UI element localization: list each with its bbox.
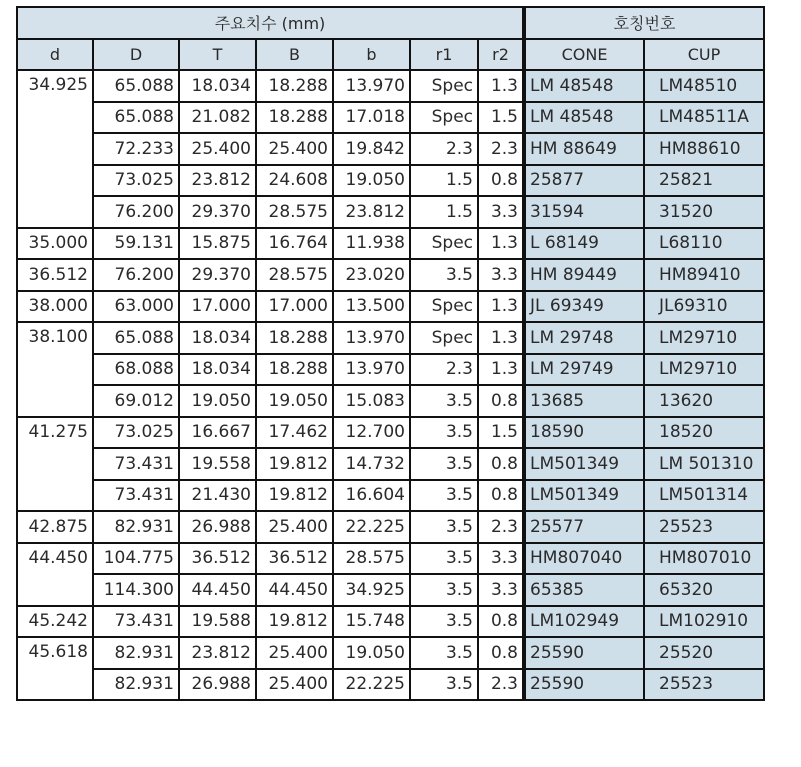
cell-b: 16.604 bbox=[333, 480, 410, 512]
cell-r2: 0.8 bbox=[478, 448, 524, 480]
cell-cone: LM501349 bbox=[524, 448, 644, 480]
cell-cone: 25590 bbox=[524, 637, 644, 669]
cell-r2: 1.3 bbox=[478, 291, 524, 323]
cell-T: 29.370 bbox=[179, 259, 256, 291]
col-header-T: T bbox=[179, 39, 256, 71]
cell-r1: Spec bbox=[410, 291, 478, 323]
cell-B: 24.608 bbox=[256, 165, 333, 197]
col-header-cup: CUP bbox=[644, 39, 764, 71]
cell-cone: JL 69349 bbox=[524, 291, 644, 323]
cell-cone: 65385 bbox=[524, 574, 644, 606]
table-row bbox=[17, 385, 764, 417]
cell-r1: 3.5 bbox=[410, 448, 478, 480]
table-row bbox=[17, 543, 764, 575]
cell-r2: 0.8 bbox=[478, 165, 524, 197]
group-header-row bbox=[17, 7, 764, 39]
cell-d: 44.450 bbox=[17, 543, 93, 606]
cell-cone: LM102949 bbox=[524, 606, 644, 638]
cell-T: 18.034 bbox=[179, 354, 256, 386]
cell-r1: 1.5 bbox=[410, 165, 478, 197]
table-row bbox=[17, 196, 764, 228]
cell-T: 23.812 bbox=[179, 637, 256, 669]
cell-cone: 31594 bbox=[524, 196, 644, 228]
table-row bbox=[17, 322, 764, 354]
cell-cone: 25877 bbox=[524, 165, 644, 197]
col-header-D: D bbox=[93, 39, 179, 71]
cell-r2: 3.3 bbox=[478, 543, 524, 575]
table-row bbox=[17, 259, 764, 291]
cell-b: 22.225 bbox=[333, 511, 410, 543]
cell-d: 38.000 bbox=[17, 291, 93, 323]
cell-d: 45.242 bbox=[17, 606, 93, 638]
cell-B: 16.764 bbox=[256, 228, 333, 260]
cell-b: 15.083 bbox=[333, 385, 410, 417]
cell-cone: L 68149 bbox=[524, 228, 644, 260]
col-header-B: B bbox=[256, 39, 333, 71]
cell-T: 21.082 bbox=[179, 102, 256, 134]
table-row bbox=[17, 669, 764, 701]
cell-b: 22.225 bbox=[333, 669, 410, 701]
cell-T: 19.558 bbox=[179, 448, 256, 480]
cell-r2: 0.8 bbox=[478, 637, 524, 669]
cell-b: 13.970 bbox=[333, 322, 410, 354]
cell-r1: 3.5 bbox=[410, 669, 478, 701]
cell-b: 17.018 bbox=[333, 102, 410, 134]
cell-r1: 3.5 bbox=[410, 543, 478, 575]
cell-D: 59.131 bbox=[93, 228, 179, 260]
cell-B: 25.400 bbox=[256, 669, 333, 701]
cell-T: 21.430 bbox=[179, 480, 256, 512]
cell-b: 13.500 bbox=[333, 291, 410, 323]
table-row bbox=[17, 511, 764, 543]
cell-r2: 1.3 bbox=[478, 70, 524, 102]
cell-D: 114.300 bbox=[93, 574, 179, 606]
cell-r1: Spec bbox=[410, 322, 478, 354]
table-row bbox=[17, 165, 764, 197]
cell-r2: 1.3 bbox=[478, 354, 524, 386]
cell-B: 18.288 bbox=[256, 322, 333, 354]
cell-r1: Spec bbox=[410, 102, 478, 134]
cell-cup: 25821 bbox=[644, 165, 764, 197]
cell-r1: 3.5 bbox=[410, 385, 478, 417]
cell-cup: 65320 bbox=[644, 574, 764, 606]
cell-b: 19.842 bbox=[333, 133, 410, 165]
table-row bbox=[17, 606, 764, 638]
cell-r1: 3.5 bbox=[410, 606, 478, 638]
cell-b: 11.938 bbox=[333, 228, 410, 260]
cell-r1: 3.5 bbox=[410, 511, 478, 543]
table-row bbox=[17, 574, 764, 606]
cell-d: 42.875 bbox=[17, 511, 93, 543]
cell-cup: L68110 bbox=[644, 228, 764, 260]
cell-cup: LM 501310 bbox=[644, 448, 764, 480]
table-row bbox=[17, 228, 764, 260]
table-row bbox=[17, 291, 764, 323]
table-row bbox=[17, 480, 764, 512]
cell-r2: 1.5 bbox=[478, 102, 524, 134]
cell-cup: LM48511A bbox=[644, 102, 764, 134]
table-row bbox=[17, 417, 764, 449]
cell-b: 34.925 bbox=[333, 574, 410, 606]
cell-cup: HM88610 bbox=[644, 133, 764, 165]
cell-B: 25.400 bbox=[256, 133, 333, 165]
cell-D: 73.431 bbox=[93, 448, 179, 480]
column-header-row bbox=[17, 39, 764, 71]
cell-cone: LM 29748 bbox=[524, 322, 644, 354]
table-body bbox=[17, 70, 764, 700]
col-header-d: d bbox=[17, 39, 93, 71]
cell-b: 15.748 bbox=[333, 606, 410, 638]
cell-cup: 31520 bbox=[644, 196, 764, 228]
bearing-spec-table bbox=[16, 6, 765, 701]
cell-r1: 1.5 bbox=[410, 196, 478, 228]
cell-B: 28.575 bbox=[256, 259, 333, 291]
cell-r2: 1.3 bbox=[478, 228, 524, 260]
cell-b: 12.700 bbox=[333, 417, 410, 449]
cell-cone: 25590 bbox=[524, 669, 644, 701]
code-group-header: 호칭번호 bbox=[524, 7, 764, 39]
cell-D: 82.931 bbox=[93, 511, 179, 543]
cell-B: 36.512 bbox=[256, 543, 333, 575]
cell-r2: 1.5 bbox=[478, 417, 524, 449]
table-row bbox=[17, 133, 764, 165]
cell-r1: 3.5 bbox=[410, 480, 478, 512]
cell-r2: 0.8 bbox=[478, 606, 524, 638]
cell-r2: 3.3 bbox=[478, 196, 524, 228]
cell-D: 73.025 bbox=[93, 417, 179, 449]
cell-cup: HM807010 bbox=[644, 543, 764, 575]
dims-group-header: 주요치수 (mm) bbox=[17, 7, 524, 39]
cell-D: 82.931 bbox=[93, 669, 179, 701]
cell-T: 19.588 bbox=[179, 606, 256, 638]
cell-b: 23.020 bbox=[333, 259, 410, 291]
cell-cone: 25577 bbox=[524, 511, 644, 543]
cell-B: 17.462 bbox=[256, 417, 333, 449]
cell-cup: LM501314 bbox=[644, 480, 764, 512]
cell-d: 36.512 bbox=[17, 259, 93, 291]
bearing-spec-table-container bbox=[16, 6, 765, 701]
cell-cup: 25520 bbox=[644, 637, 764, 669]
cell-cup: LM29710 bbox=[644, 354, 764, 386]
cell-cup: 18520 bbox=[644, 417, 764, 449]
cell-B: 19.812 bbox=[256, 480, 333, 512]
cell-r2: 3.3 bbox=[478, 259, 524, 291]
cell-B: 19.050 bbox=[256, 385, 333, 417]
cell-T: 15.875 bbox=[179, 228, 256, 260]
cell-T: 19.050 bbox=[179, 385, 256, 417]
cell-b: 19.050 bbox=[333, 637, 410, 669]
cell-T: 18.034 bbox=[179, 322, 256, 354]
cell-D: 65.088 bbox=[93, 102, 179, 134]
cell-D: 82.931 bbox=[93, 637, 179, 669]
cell-D: 72.233 bbox=[93, 133, 179, 165]
cell-cone: LM 29749 bbox=[524, 354, 644, 386]
cell-r2: 0.8 bbox=[478, 385, 524, 417]
cell-D: 76.200 bbox=[93, 259, 179, 291]
col-header-b: b bbox=[333, 39, 410, 71]
cell-cone: LM501349 bbox=[524, 480, 644, 512]
cell-cup: 25523 bbox=[644, 669, 764, 701]
cell-d: 34.925 bbox=[17, 70, 93, 228]
table-row bbox=[17, 354, 764, 386]
cell-B: 17.000 bbox=[256, 291, 333, 323]
cell-cone: 18590 bbox=[524, 417, 644, 449]
cell-cone: HM807040 bbox=[524, 543, 644, 575]
cell-T: 23.812 bbox=[179, 165, 256, 197]
cell-cup: 13620 bbox=[644, 385, 764, 417]
cell-T: 17.000 bbox=[179, 291, 256, 323]
cell-T: 36.512 bbox=[179, 543, 256, 575]
cell-r1: 3.5 bbox=[410, 259, 478, 291]
cell-r1: Spec bbox=[410, 70, 478, 102]
table-row bbox=[17, 102, 764, 134]
col-header-r1: r1 bbox=[410, 39, 478, 71]
cell-D: 76.200 bbox=[93, 196, 179, 228]
cell-r1: 2.3 bbox=[410, 354, 478, 386]
cell-cup: HM89410 bbox=[644, 259, 764, 291]
cell-T: 16.667 bbox=[179, 417, 256, 449]
cell-B: 25.400 bbox=[256, 637, 333, 669]
cell-cup: JL69310 bbox=[644, 291, 764, 323]
col-header-cone: CONE bbox=[524, 39, 644, 71]
cell-cone: 13685 bbox=[524, 385, 644, 417]
cell-cup: LM29710 bbox=[644, 322, 764, 354]
cell-T: 29.370 bbox=[179, 196, 256, 228]
cell-B: 18.288 bbox=[256, 354, 333, 386]
cell-B: 25.400 bbox=[256, 511, 333, 543]
cell-D: 65.088 bbox=[93, 322, 179, 354]
table-row bbox=[17, 70, 764, 102]
table-row bbox=[17, 637, 764, 669]
cell-D: 73.431 bbox=[93, 480, 179, 512]
cell-b: 28.575 bbox=[333, 543, 410, 575]
cell-d: 38.100 bbox=[17, 322, 93, 417]
cell-D: 63.000 bbox=[93, 291, 179, 323]
cell-B: 18.288 bbox=[256, 102, 333, 134]
cell-cone: HM 88649 bbox=[524, 133, 644, 165]
cell-d: 45.618 bbox=[17, 637, 93, 700]
cell-cup: LM48510 bbox=[644, 70, 764, 102]
cell-B: 28.575 bbox=[256, 196, 333, 228]
cell-r2: 2.3 bbox=[478, 511, 524, 543]
cell-cone: LM 48548 bbox=[524, 102, 644, 134]
cell-cone: HM 89449 bbox=[524, 259, 644, 291]
cell-r2: 2.3 bbox=[478, 669, 524, 701]
cell-T: 26.988 bbox=[179, 669, 256, 701]
cell-b: 14.732 bbox=[333, 448, 410, 480]
cell-r1: 3.5 bbox=[410, 637, 478, 669]
cell-B: 18.288 bbox=[256, 70, 333, 102]
cell-D: 104.775 bbox=[93, 543, 179, 575]
cell-r1: Spec bbox=[410, 228, 478, 260]
cell-cup: 25523 bbox=[644, 511, 764, 543]
cell-d: 35.000 bbox=[17, 228, 93, 260]
cell-b: 13.970 bbox=[333, 354, 410, 386]
cell-T: 26.988 bbox=[179, 511, 256, 543]
cell-D: 73.025 bbox=[93, 165, 179, 197]
cell-D: 73.431 bbox=[93, 606, 179, 638]
cell-D: 69.012 bbox=[93, 385, 179, 417]
cell-r1: 2.3 bbox=[410, 133, 478, 165]
cell-b: 23.812 bbox=[333, 196, 410, 228]
table-row bbox=[17, 448, 764, 480]
cell-r2: 2.3 bbox=[478, 133, 524, 165]
col-header-r2: r2 bbox=[478, 39, 524, 71]
cell-B: 19.812 bbox=[256, 606, 333, 638]
cell-T: 18.034 bbox=[179, 70, 256, 102]
cell-b: 13.970 bbox=[333, 70, 410, 102]
cell-d: 41.275 bbox=[17, 417, 93, 512]
cell-r1: 3.5 bbox=[410, 417, 478, 449]
cell-D: 68.088 bbox=[93, 354, 179, 386]
cell-cup: LM102910 bbox=[644, 606, 764, 638]
cell-T: 25.400 bbox=[179, 133, 256, 165]
cell-r1: 3.5 bbox=[410, 574, 478, 606]
cell-b: 19.050 bbox=[333, 165, 410, 197]
cell-r2: 0.8 bbox=[478, 480, 524, 512]
cell-D: 65.088 bbox=[93, 70, 179, 102]
cell-T: 44.450 bbox=[179, 574, 256, 606]
cell-cone: LM 48548 bbox=[524, 70, 644, 102]
cell-r2: 1.3 bbox=[478, 322, 524, 354]
cell-B: 44.450 bbox=[256, 574, 333, 606]
cell-B: 19.812 bbox=[256, 448, 333, 480]
cell-r2: 3.3 bbox=[478, 574, 524, 606]
